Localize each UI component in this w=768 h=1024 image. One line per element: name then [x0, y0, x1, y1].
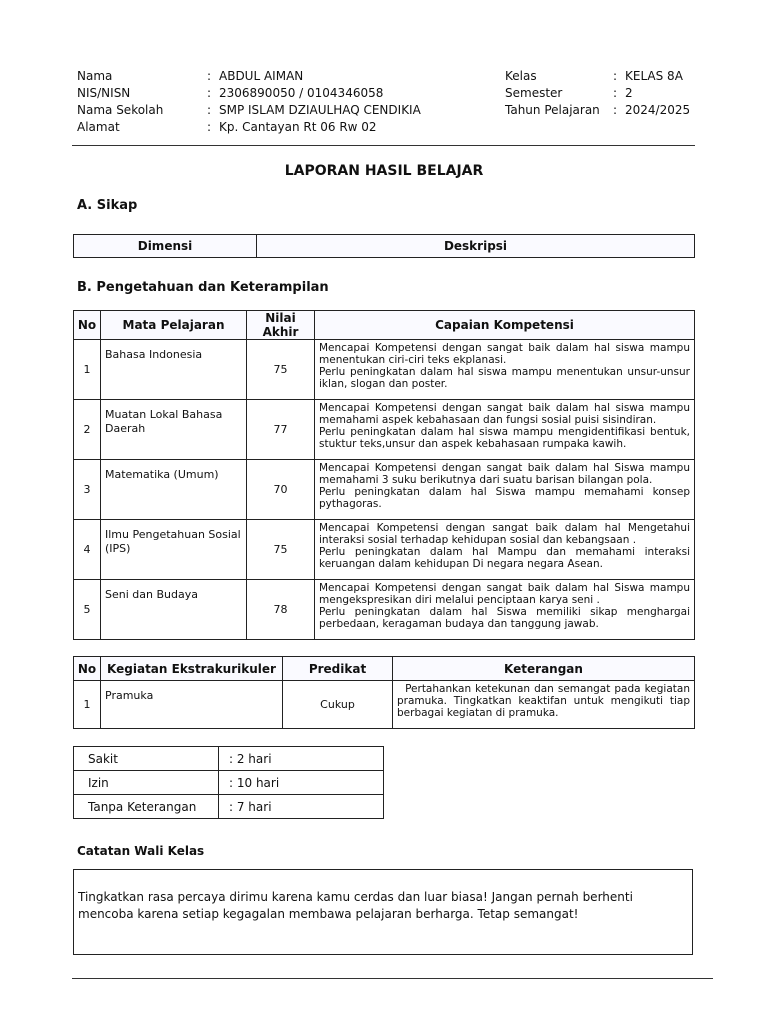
table-header-row	[74, 235, 695, 258]
pengetahuan-table	[73, 310, 695, 640]
attendance-table	[73, 746, 384, 819]
competency-description: Mencapai Kompetensi dengan sangat baik dalam hal Siswa mampu memahami 3 suku berikutnya dari suatu barisan bilangan pola. Perlu peningkatan dalam hal Siswa mampu memahami konsep pythagoras.	[315, 460, 695, 520]
identity-separator: :	[613, 86, 618, 100]
column-header-dimensi: Dimensi	[74, 235, 257, 258]
ekstrakurikuler-table	[73, 656, 695, 729]
identity-value: ABDUL AIMAN	[219, 69, 304, 83]
subject-name: Seni dan Budaya	[101, 580, 247, 640]
identity-row-kelas	[505, 68, 705, 85]
row-number: 4	[74, 520, 101, 580]
table-row	[74, 580, 695, 640]
subject-name: Matematika (Umum)	[101, 460, 247, 520]
homeroom-note-text: Tingkatkan rasa percaya dirimu karena kamu cerdas dan luar biasa! Jangan pernah berhenti mencoba karena setiap kegagalan membawa pelajaran berharga. Tetap semangat!	[78, 890, 633, 921]
identity-row-nisn	[77, 85, 497, 102]
footer-divider	[72, 978, 713, 979]
attendance-value: : 7 hari	[219, 795, 384, 819]
attendance-row	[74, 771, 384, 795]
final-score: 75	[247, 520, 315, 580]
identity-value: 2	[625, 86, 633, 100]
table-row	[74, 520, 695, 580]
competency-description: Mencapai Kompetensi dengan sangat baik dalam hal siswa mampu menentukan ciri-ciri teks ekplanasi. Perlu peningkatan dalam hal siswa mampu menentukan unsur-unsur iklan, slogan dan poster.	[315, 340, 695, 400]
identity-separator: :	[207, 120, 212, 134]
competency-description: Mencapai Kompetensi dengan sangat baik dalam hal Mengetahui interaksi sosial terhadap kehidupan sosial dan kebangsaan . Perlu peningkatan dalam hal Mampu dan memahami interaksi keruangan dalam kehidupan Di negara negara Asean.	[315, 520, 695, 580]
identity-value: Kp. Cantayan Rt 06 Rw 02	[219, 120, 377, 134]
attendance-value: : 10 hari	[219, 771, 384, 795]
identity-label: Alamat	[77, 120, 120, 134]
column-header-keterangan: Keterangan	[393, 657, 695, 681]
row-number: 2	[74, 400, 101, 460]
final-score: 77	[247, 400, 315, 460]
table-header-row	[74, 657, 695, 681]
identity-row-nama	[77, 68, 497, 85]
table-header-row	[74, 311, 695, 340]
identity-row-alamat	[77, 119, 497, 136]
final-score: 75	[247, 340, 315, 400]
identity-row-sekolah	[77, 102, 497, 119]
column-header-mata-pelajaran: Mata Pelajaran	[101, 311, 247, 340]
attendance-row	[74, 747, 384, 771]
table-row	[74, 460, 695, 520]
section-heading-sikap: A. Sikap	[77, 198, 138, 213]
identity-value: 2024/2025	[625, 103, 691, 117]
identity-row-semester	[505, 85, 705, 102]
identity-separator: :	[207, 103, 212, 117]
subject-name: Muatan Lokal Bahasa Daerah	[101, 400, 247, 460]
sikap-table	[73, 234, 695, 258]
column-header-deskripsi: Deskripsi	[257, 235, 695, 258]
header-divider	[72, 145, 695, 146]
identity-label: Kelas	[505, 69, 537, 83]
identity-separator: :	[207, 69, 212, 83]
row-number: 1	[74, 340, 101, 400]
row-number: 3	[74, 460, 101, 520]
student-identity-left	[77, 68, 497, 138]
final-score: 78	[247, 580, 315, 640]
activity-predicate: Cukup	[283, 681, 393, 729]
subject-name: Bahasa Indonesia	[101, 340, 247, 400]
subject-name: Ilmu Pengetahuan Sosial (IPS)	[101, 520, 247, 580]
identity-label: Nama Sekolah	[77, 103, 164, 117]
column-header-predikat: Predikat	[283, 657, 393, 681]
row-number: 1	[74, 681, 101, 729]
identity-label: Tahun Pelajaran	[505, 103, 600, 117]
identity-value: KELAS 8A	[625, 69, 683, 83]
identity-separator: :	[613, 69, 618, 83]
table-row	[74, 340, 695, 400]
section-heading-catatan: Catatan Wali Kelas	[77, 844, 205, 858]
section-heading-pengetahuan: B. Pengetahuan dan Keterampilan	[77, 280, 329, 295]
column-header-no: No	[74, 657, 101, 681]
report-title: LAPORAN HASIL BELAJAR	[284, 163, 484, 179]
attendance-label: Izin	[74, 771, 219, 795]
identity-separator: :	[207, 86, 212, 100]
table-row	[74, 681, 695, 729]
row-number: 5	[74, 580, 101, 640]
attendance-label: Sakit	[74, 747, 219, 771]
column-header-no: No	[74, 311, 101, 340]
attendance-value: : 2 hari	[219, 747, 384, 771]
competency-description: Mencapai Kompetensi dengan sangat baik dalam hal siswa mampu memahami aspek kebahasaan dan fungsi sosial puisi sisindiran. Perlu peningkatan dalam hal siswa mampu mengidentifikasi bentuk, stuktur teks,unsur dan aspek kebahasaan rumpaka kawih.	[315, 400, 695, 460]
final-score: 70	[247, 460, 315, 520]
identity-label: Semester	[505, 86, 563, 100]
table-row	[74, 400, 695, 460]
identity-value: SMP ISLAM DZIAULHAQ CENDIKIA	[219, 103, 421, 117]
identity-row-tahun	[505, 102, 705, 119]
student-identity-right	[505, 68, 705, 120]
identity-value: 2306890050 / 0104346058	[219, 86, 384, 100]
column-header-kegiatan: Kegiatan Ekstrakurikuler	[101, 657, 283, 681]
competency-description: Mencapai Kompetensi dengan sangat baik dalam hal Siswa mampu mengekspresikan diri melalui penciptaan karya seni . Perlu peningkatan dalam hal Siswa memiliki sikap menghargai perbedaan, keragaman budaya dan tanggung jawab.	[315, 580, 695, 640]
attendance-label: Tanpa Keterangan	[74, 795, 219, 819]
identity-separator: :	[613, 103, 618, 117]
column-header-nilai-akhir: Nilai Akhir	[247, 311, 315, 340]
homeroom-note	[73, 869, 693, 955]
identity-label: NIS/NISN	[77, 86, 131, 100]
identity-label: Nama	[77, 69, 113, 83]
column-header-capaian-kompetensi: Capaian Kompetensi	[315, 311, 695, 340]
activity-name: Pramuka	[101, 681, 283, 729]
attendance-row	[74, 795, 384, 819]
activity-note: Pertahankan ketekunan dan semangat pada kegiatan pramuka. Tingkatkan keaktifan untuk mengikuti tiap berbagai kegiatan di pramuka.	[393, 681, 695, 729]
